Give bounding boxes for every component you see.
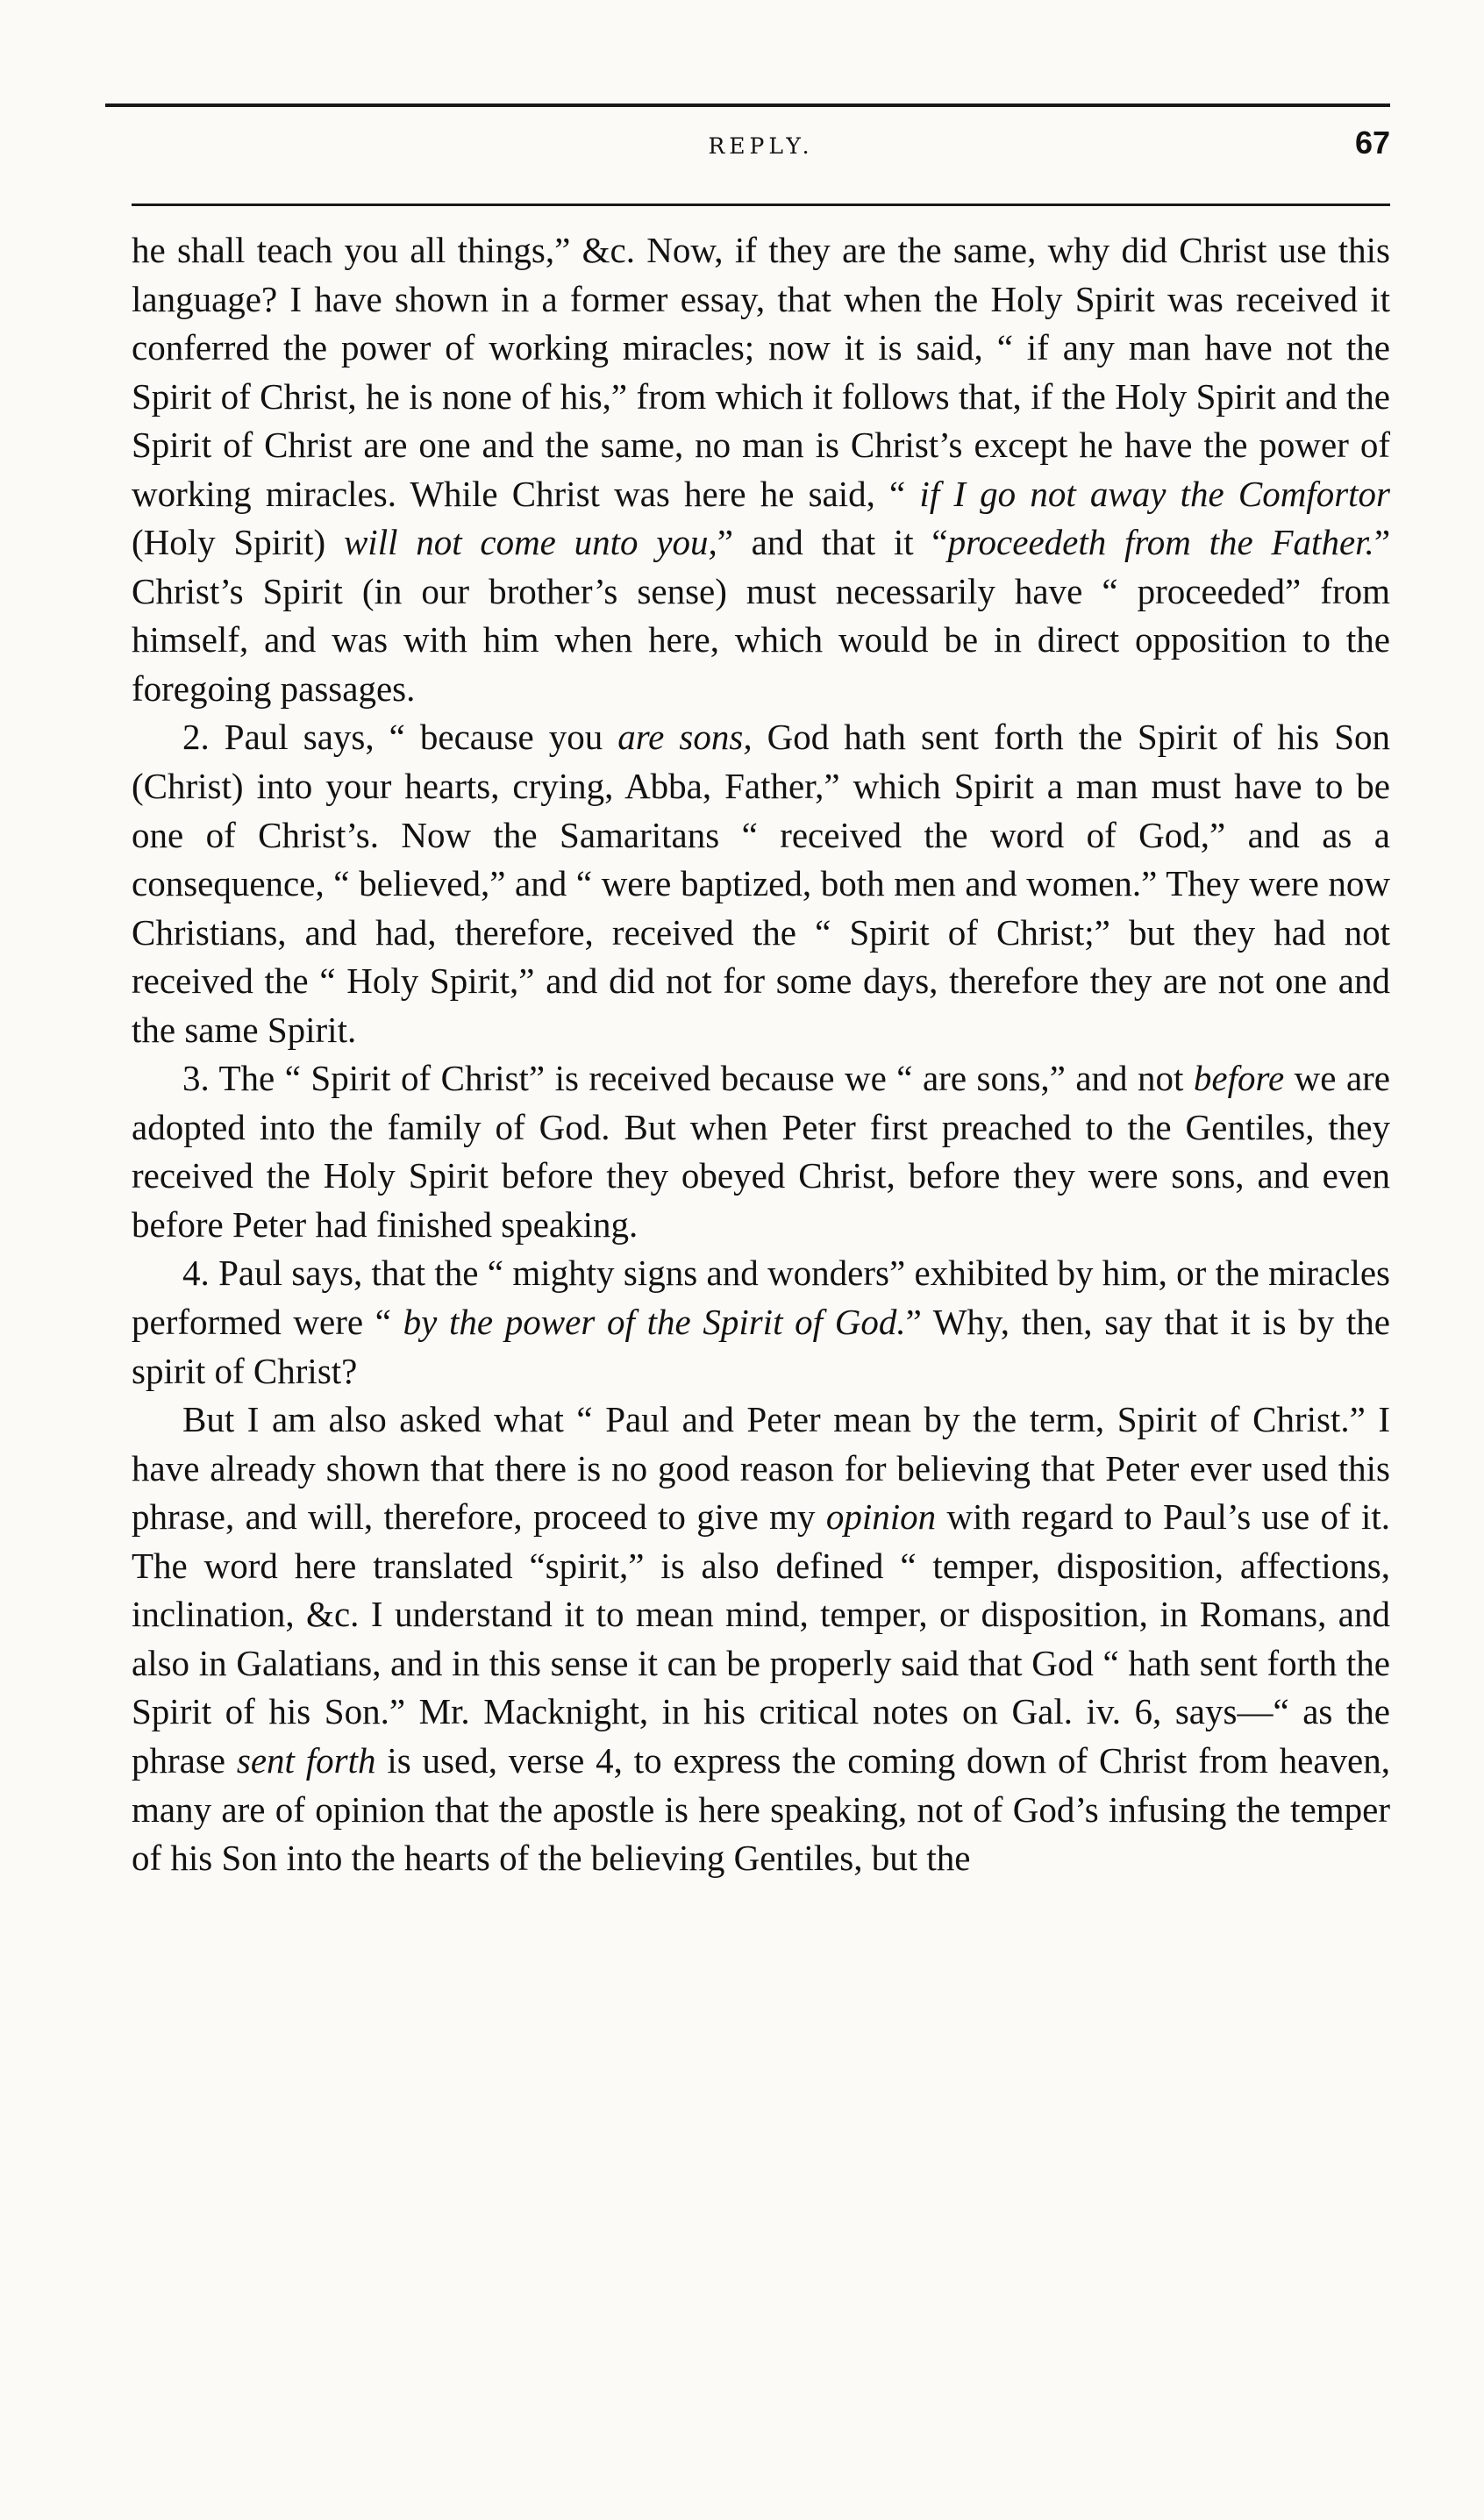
text-run: ” Why, then, say that it is by the spirit of Christ?	[132, 1302, 1390, 1391]
text-run: ” Christ’s Spirit (in our brother’s sense) must necessarily have “ proceeded” from himself, and was with him when here, which would be in direct opposition to the foregoing passages.	[132, 522, 1391, 709]
italic-text: if I go not away the Comfortor	[919, 473, 1390, 514]
text-run: is used, verse 4, to express the coming down of Christ from heaven, many are of opinion that the apostle is here speaking, not of God’s infusing the temper of his Son into the hearts of the believing Gentiles, but the	[132, 1739, 1390, 1879]
text-run: we are adopted into the family of God. But when Peter first preached to the Gentiles, they received the Holy Spirit before they obeyed Christ, before they were sons, and even before Peter had finished speaking.	[132, 1058, 1390, 1245]
page-number: 67	[1354, 125, 1390, 161]
top-rule	[105, 104, 1390, 107]
paragraph	[132, 713, 1390, 1054]
paragraph	[132, 1249, 1390, 1396]
italic-text: before	[1193, 1058, 1285, 1099]
text-run: God hath sent forth the Spirit of his Son (Christ) into your hearts, crying, Abba, Father,” which Spirit a man must have to be one of Christ’s. Now the Samaritans “ received the word of God,” and as a consequence, “ believed,” and “ were baptized, both men and women.” They were now Christians, and had, therefore, received the “ Spirit of Christ;” but they had not received the “ Holy Spirit,” and did not for some days, therefore they are not one and the same Spirit.	[132, 717, 1390, 1050]
italic-text: are sons,	[617, 717, 753, 758]
text-run: 3. The “ Spirit of Christ” is received because we “ are sons,” and not	[182, 1058, 1194, 1099]
italic-text: sent forth	[236, 1739, 376, 1781]
text-run: 4. Paul says, that the “ mighty signs and wonders” exhibited by him, or the miracles performed were “	[132, 1253, 1390, 1343]
text-run: he shall teach you all things,” &c. Now, if they are the same, why did Christ use this language? I have shown in a former essay, that when the Holy Spirit was received it conferred the power of working miracles; now it is said, “ if any man have not the Spirit of Christ, he is none of his,” from which it follows that, if the Holy Spirit and the Spirit of Christ are one and the same, no man is Christ’s except he have the power of working miracles. While Christ was here he said, “	[132, 230, 1390, 514]
paragraph	[132, 1396, 1390, 1882]
italic-text: by the power of the Spirit of God.	[403, 1302, 906, 1343]
italic-text: will not come unto you,	[343, 522, 717, 563]
text-run: But I am also asked what “ Paul and Peter mean by the term, Spirit of Christ.” I have already shown that there is no good reason for believing that Peter ever used this phrase, and will, therefore, proceed to give my	[132, 1399, 1390, 1538]
text-run: with regard to Paul’s use of it. The word here translated “spirit,” is also defined “ temper, disposition, affections, inclination, &c. I understand it to mean mind, temper, or disposition, in Romans, and also in Galatians, and in this sense it can be properly said that God “ hath sent forth the Spirit of his Son.” Mr. Macknight, in his critical notes on Gal. iv. 6, says—“ as the phrase	[132, 1496, 1391, 1781]
page-header	[132, 125, 1390, 177]
paragraph	[132, 1054, 1390, 1249]
text-run: ” and that it “	[717, 522, 948, 563]
running-head: REPLY.	[708, 133, 814, 159]
text-run: (Holy Spirit)	[132, 522, 344, 563]
italic-text: proceedeth from the Father.	[947, 522, 1374, 563]
header-rule	[132, 203, 1390, 206]
text-run: 2. Paul says, “ because you	[182, 717, 618, 758]
italic-text: opinion	[825, 1496, 937, 1538]
body-text	[132, 226, 1390, 1883]
paragraph	[132, 226, 1390, 713]
